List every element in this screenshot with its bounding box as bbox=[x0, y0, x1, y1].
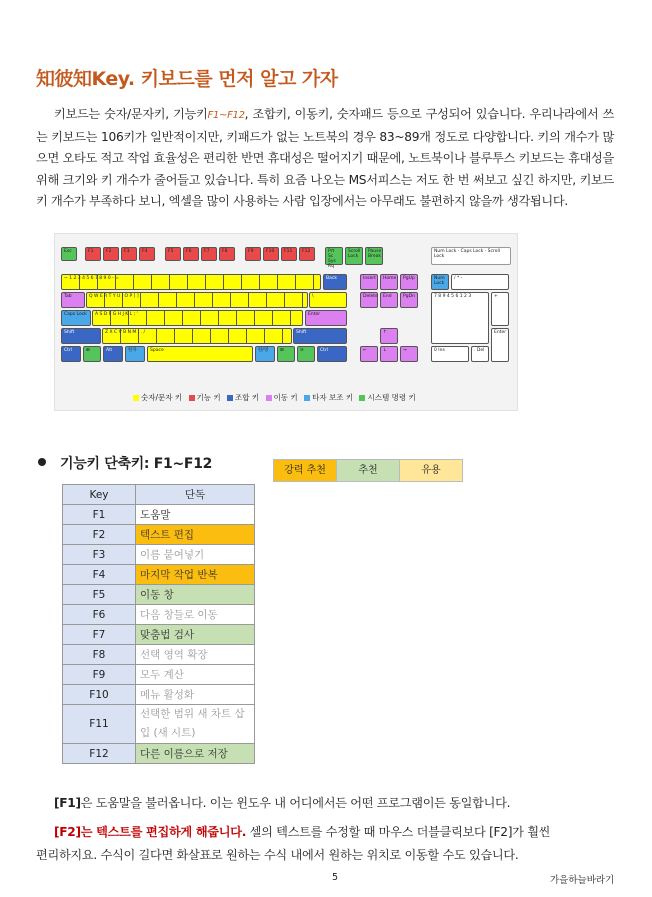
key-arrow-up: ↑ bbox=[380, 328, 398, 344]
row-zxcv: Z X C V B N M , . / bbox=[102, 328, 292, 344]
page-title: 知彼知Key. 키보드를 먼저 알고 가자 bbox=[36, 68, 338, 90]
rating-useful: 유용 bbox=[400, 460, 462, 481]
key-f4: F4 bbox=[139, 247, 155, 261]
table-row bbox=[63, 744, 255, 764]
header-key: Key bbox=[63, 485, 136, 505]
legend-typing-aux: 타자 보조 키 bbox=[312, 393, 354, 402]
row-value: 이름 붙여넣기 bbox=[136, 545, 255, 565]
row-number-keys: ~ 1 2 3 4 5 6 7 8 9 0 - = bbox=[61, 274, 321, 290]
table-row bbox=[63, 505, 255, 525]
row-key: F1 bbox=[63, 505, 136, 525]
key-f3: F3 bbox=[121, 247, 137, 261]
section-bullet bbox=[38, 458, 46, 466]
header-single: 단독 bbox=[136, 485, 255, 505]
row-key: F8 bbox=[63, 645, 136, 665]
key-tab: Tab bbox=[61, 292, 85, 308]
row-key: F5 bbox=[63, 585, 136, 605]
key-scrolllock: Scroll Lock bbox=[345, 247, 363, 265]
key-insert: Insert bbox=[360, 274, 378, 290]
key-numpad-plus: + bbox=[491, 292, 509, 326]
row-key: F12 bbox=[63, 744, 136, 764]
key-menu: ≡ bbox=[297, 346, 315, 362]
key-shift-right: Shift bbox=[293, 328, 347, 344]
key-f1: F1 bbox=[85, 247, 101, 261]
key-delete: Delete bbox=[360, 292, 378, 308]
legend-navigation: 이동 키 bbox=[273, 393, 298, 402]
f1-text: 은 도움말을 불러옵니다. 이는 윈도우 내 어디에서든 어떤 프로그램이든 동일합니다. bbox=[80, 796, 511, 810]
key-f6: F6 bbox=[183, 247, 199, 261]
rating-recommended: 추천 bbox=[337, 460, 400, 481]
legend-swatch-function bbox=[189, 395, 195, 401]
row-value: 선택 영역 확장 bbox=[136, 645, 255, 665]
key-backspace: Back bbox=[323, 274, 347, 290]
row-value: 선택한 범위 새 차트 삽입 (새 시트) bbox=[136, 705, 255, 744]
row-value: 다른 이름으로 저장 bbox=[136, 744, 255, 764]
fn-range: F1~F12 bbox=[207, 110, 245, 121]
key-backslash: \ bbox=[309, 292, 347, 308]
row-key: F3 bbox=[63, 545, 136, 565]
intro-part1: 키보드는 숫자/문자키, 기능키 bbox=[54, 107, 208, 121]
legend-swatch-navigation bbox=[266, 395, 272, 401]
f2-highlight: [F2]는 텍스트를 편집하게 해줍니다. bbox=[54, 825, 247, 839]
row-asdf: A S D F G H J K L ; ' bbox=[92, 310, 303, 326]
f1-note bbox=[54, 794, 632, 811]
table-row bbox=[63, 685, 255, 705]
legend-function: 기능 키 bbox=[196, 393, 221, 402]
rating-strong: 강력 추천 bbox=[274, 460, 337, 481]
key-f7: F7 bbox=[201, 247, 217, 261]
table-row bbox=[63, 525, 255, 545]
key-capslock: Caps Lock bbox=[61, 310, 91, 326]
keyboard-diagram bbox=[54, 233, 518, 411]
key-numpad-0: 0 Ins bbox=[431, 346, 469, 362]
row-key: F10 bbox=[63, 685, 136, 705]
key-shift-left: Shift bbox=[61, 328, 101, 344]
key-esc: Esc bbox=[61, 247, 77, 261]
key-arrow-down: ↓ bbox=[380, 346, 398, 362]
intro-part2: , 조합키, 이동키, 숫자패드 등으로 구성되어 있습니다. 우리나라에서 쓰는 키보드는 106키가 일반적이지만, 키패드가 없는 노트북의 경우 83~89개 정도로 다양합니다. 키의 개수가 많으면 오타도 적고 작업 효율성은 편리한 반면 휴대성은 떨어지기 때문에, 노트북이나 블루투스 키보드는 휴대성을 위해 크기와 키 개수가 줄어들고 있습니다. 특히 요즘 나오는 MS서피스는 저도 한 번 써보고 싶긴 하지만, 키보드 키 개수가 부족하다 보니, 엑셀을 많이 사용하는 사람 입장에서는 아무래도 불편하지 않을까 생각됩니다. bbox=[36, 107, 614, 208]
key-numpad: 7 8 9 4 5 6 1 2 3 bbox=[431, 292, 489, 344]
legend-swatch-alnum bbox=[133, 395, 139, 401]
key-pgup: PgUp bbox=[400, 274, 418, 290]
function-key-table bbox=[62, 484, 255, 764]
rating-legend bbox=[273, 459, 463, 482]
keyboard-legend bbox=[129, 392, 449, 403]
row-value: 모두 계산 bbox=[136, 665, 255, 685]
legend-system: 시스템 명령 키 bbox=[367, 393, 416, 402]
key-numpad-enter: Enter bbox=[491, 328, 509, 362]
page-number: 5 bbox=[332, 872, 339, 883]
key-ctrl-left: Ctrl bbox=[61, 346, 81, 362]
row-key: F2 bbox=[63, 525, 136, 545]
key-win-left: ⊞ bbox=[83, 346, 101, 362]
key-f11: F11 bbox=[281, 247, 297, 261]
footer-author: 가을하늘바라기 bbox=[550, 875, 615, 886]
key-hanyoung: 한/영 bbox=[255, 346, 275, 362]
key-numlock: Num Lock bbox=[431, 274, 449, 290]
key-alt-left: Alt bbox=[103, 346, 123, 362]
key-f10: F10 bbox=[263, 247, 279, 261]
f2-note-line2: 편리하지요. 수식이 길다면 화살표로 원하는 수식 내에서 원하는 위치로 이동할 수도 있습니다. bbox=[36, 848, 519, 862]
row-key: F4 bbox=[63, 565, 136, 585]
table-row bbox=[63, 605, 255, 625]
key-lock-indicators: Num Lock · Caps Lock · Scroll Lock bbox=[431, 247, 511, 265]
table-row bbox=[63, 705, 255, 744]
legend-modifier: 조합 키 bbox=[235, 393, 260, 402]
key-f2: F2 bbox=[103, 247, 119, 261]
key-prtsc: Prt Sc Sys Rq bbox=[325, 247, 343, 265]
table-row bbox=[63, 645, 255, 665]
table-row bbox=[63, 585, 255, 605]
row-value: 메뉴 활성화 bbox=[136, 685, 255, 705]
row-value: 마지막 작업 반복 bbox=[136, 565, 255, 585]
table-row bbox=[63, 625, 255, 645]
key-pause: Pause Break bbox=[365, 247, 383, 265]
row-value: 텍스트 편집 bbox=[136, 525, 255, 545]
key-space: Space bbox=[147, 346, 253, 362]
row-value: 도움말 bbox=[136, 505, 255, 525]
row-qwerty: Q W E R T Y U I O P [ ] bbox=[86, 292, 308, 308]
row-value: 맞춤법 검사 bbox=[136, 625, 255, 645]
row-value: 이동 창 bbox=[136, 585, 255, 605]
key-arrow-right: → bbox=[400, 346, 418, 362]
row-value: 다음 창들로 이동 bbox=[136, 605, 255, 625]
row-key: F7 bbox=[63, 625, 136, 645]
key-enter: Enter bbox=[305, 310, 347, 326]
key-arrow-left: ← bbox=[360, 346, 378, 362]
table-row bbox=[63, 565, 255, 585]
f2-text: 셀의 텍스트를 수정할 때 마우스 더블클릭보다 [F2]가 훨씬 bbox=[246, 825, 551, 839]
key-ctrl-right: Ctrl bbox=[317, 346, 347, 362]
legend-swatch-typing-aux bbox=[304, 395, 310, 401]
section-title: 기능키 단축키: F1~F12 bbox=[60, 456, 213, 472]
row-key: F9 bbox=[63, 665, 136, 685]
key-f9: F9 bbox=[245, 247, 261, 261]
row-key: F11 bbox=[63, 705, 136, 744]
table-header-row bbox=[63, 485, 255, 505]
key-numpad-del: . Del bbox=[471, 346, 489, 362]
key-pgdn: PgDn bbox=[400, 292, 418, 308]
table-row bbox=[63, 665, 255, 685]
legend-alnum: 숫자/문자 키 bbox=[141, 393, 183, 402]
key-home: Home bbox=[380, 274, 398, 290]
key-f8: F8 bbox=[219, 247, 235, 261]
table-row bbox=[63, 545, 255, 565]
key-numpad-ops: / * - bbox=[451, 274, 509, 290]
key-f12: F12 bbox=[299, 247, 315, 261]
key-win-right: ⊞ bbox=[277, 346, 295, 362]
key-end: End bbox=[380, 292, 398, 308]
row-key: F6 bbox=[63, 605, 136, 625]
key-f5: F5 bbox=[165, 247, 181, 261]
legend-swatch-modifier bbox=[227, 395, 233, 401]
intro-paragraph bbox=[36, 104, 614, 213]
legend-swatch-system bbox=[359, 395, 365, 401]
key-hanja: 한자 bbox=[125, 346, 145, 362]
f1-key: [F1] bbox=[54, 796, 81, 810]
f2-note bbox=[54, 823, 614, 840]
